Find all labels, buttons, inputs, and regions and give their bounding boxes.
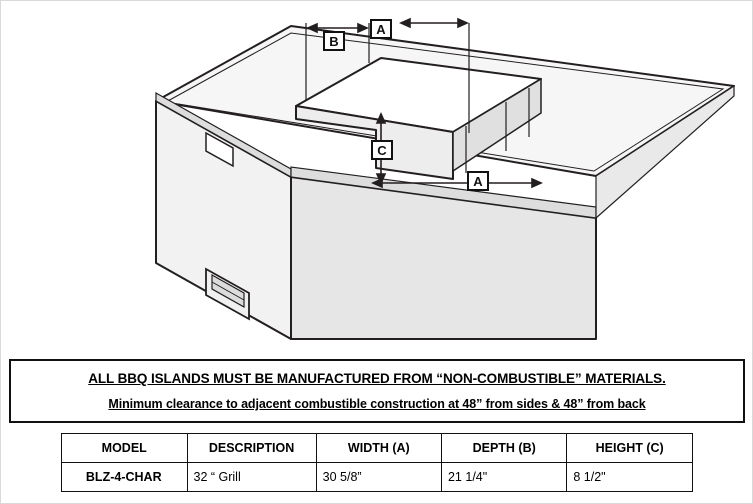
dimension-label-a-bottom: A xyxy=(467,171,489,191)
dimension-label-b-top: B xyxy=(323,31,345,51)
cell-description: 32 “ Grill xyxy=(187,463,316,492)
note-line-materials: ALL BBQ ISLANDS MUST BE MANUFACTURED FROM “NON-COMBUSTIBLE” MATERIALS. xyxy=(88,371,666,386)
dimension-label-a-top: A xyxy=(370,19,392,39)
table-row xyxy=(62,463,693,492)
bbq-island-drawing xyxy=(1,1,753,361)
notes-box xyxy=(9,359,745,423)
cell-depth: 21 1/4" xyxy=(441,463,566,492)
table-header-description: DESCRIPTION xyxy=(187,434,316,463)
table-header-height: HEIGHT (C) xyxy=(567,434,693,463)
dimension-arrow-a-top xyxy=(401,19,467,27)
cell-height: 8 1/2" xyxy=(567,463,693,492)
table-header-depth: DEPTH (B) xyxy=(441,434,566,463)
table-header-model: MODEL xyxy=(62,434,188,463)
dimension-label-c-left: C xyxy=(371,140,393,160)
table-header-width: WIDTH (A) xyxy=(316,434,441,463)
specification-table xyxy=(61,433,693,492)
note-line-clearance: Minimum clearance to adjacent combustible construction at 48” from sides & 48” from back xyxy=(108,397,646,411)
cell-model: BLZ-4-CHAR xyxy=(62,463,188,492)
table-header-row xyxy=(62,434,693,463)
cell-width: 30 5/8” xyxy=(316,463,441,492)
